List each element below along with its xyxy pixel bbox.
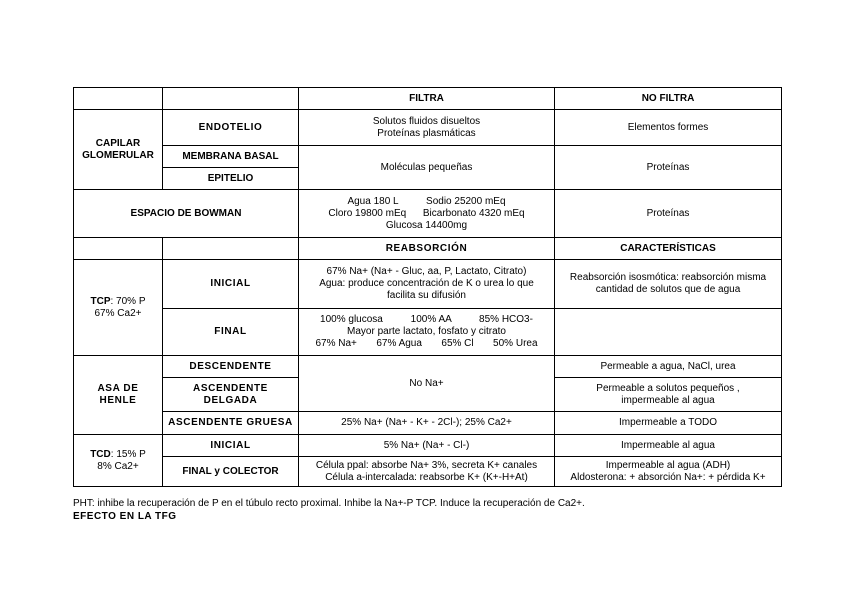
endotelio-filtra <box>299 110 555 146</box>
text-line: HENLE <box>99 395 137 406</box>
membrana-basal-label: MEMBRANA BASAL <box>163 146 299 168</box>
row-membrana-basal <box>74 146 782 168</box>
header-reabsorcion: REABSORCIÓN <box>299 238 555 260</box>
text-line: ASA DE <box>97 383 139 394</box>
ascendente-gruesa-caracteristicas: Impermeable a TODO <box>555 412 782 435</box>
renal-physiology-table <box>73 87 782 487</box>
tcd-final-caracteristicas <box>555 457 782 487</box>
capilar-glomerular-label: CAPILAR GLOMERULAR <box>74 110 163 190</box>
tcd-label-rest: : 15% P <box>110 448 146 460</box>
row-endotelio <box>74 110 782 146</box>
text-line: Reabsorción isosmótica: reabsorción misma <box>569 272 767 283</box>
tcd-inicial-reabsorcion: 5% Na+ (Na+ - Cl-) <box>299 435 555 457</box>
asa-henle-label <box>74 356 163 435</box>
ascendente-gruesa-reabsorcion: 25% Na+ (Na+ - K+ - 2Cl-); 25% Ca2+ <box>299 412 555 435</box>
header-filtra: FILTRA <box>299 88 555 110</box>
text-line: 67% Na+ (Na+ - Gluc, aa, P, Lactato, Citrato) <box>326 266 527 277</box>
endotelio-label: ENDOTELIO <box>163 110 299 146</box>
tcp-inicial-reabsorcion <box>299 260 555 309</box>
endotelio-no-filtra: Elementos formes <box>555 110 782 146</box>
tcp-inicial-caracteristicas <box>555 260 782 309</box>
blank-cell <box>163 238 299 260</box>
header-row-filtration <box>74 88 782 110</box>
tcp-final-reabsorcion <box>299 309 555 356</box>
row-tcd-inicial <box>74 435 782 457</box>
tcd-final-label: FINAL y COLECTOR <box>163 457 299 487</box>
tcd-label-bold: TCD <box>90 448 111 460</box>
descendente-label: DESCENDENTE <box>163 356 299 378</box>
tcp-final-label: FINAL <box>163 309 299 356</box>
tcp-final-caracteristicas <box>555 309 782 356</box>
blank-cell <box>74 238 163 260</box>
row-asa-descendente <box>74 356 782 378</box>
tcd-label <box>74 435 163 487</box>
tcp-label-rest: : 70% P <box>110 295 146 307</box>
blank-cell <box>74 88 163 110</box>
row-tcp-inicial <box>74 260 782 309</box>
tcp-label-line2: 67% Ca2+ <box>94 307 142 319</box>
text-line: ASCENDENTE <box>193 382 268 394</box>
header-no-filtra: NO FILTRA <box>555 88 782 110</box>
header-row-reabsorption <box>74 238 782 260</box>
ascendente-delgada-label <box>163 378 299 412</box>
bowman-label: ESPACIO DE BOWMAN <box>74 190 299 238</box>
text-line: Cloro 19800 mEq Bicarbonato 4320 mEq <box>328 207 525 219</box>
tcd-inicial-caracteristicas: Impermeable al agua <box>555 435 782 457</box>
bowman-filtra <box>299 190 555 238</box>
row-tcp-final <box>74 309 782 356</box>
ascendente-delgada-caracteristicas <box>555 378 782 412</box>
efecto-tfg-heading: EFECTO EN LA TFG <box>73 511 177 522</box>
text-line: Proteínas plasmáticas <box>377 127 476 139</box>
text-line: Mayor parte lactato, fosfato y citrato <box>347 326 506 337</box>
row-tcd-final <box>74 457 782 487</box>
epitelio-label: EPITELIO <box>163 168 299 190</box>
bowman-no-filtra: Proteínas <box>555 190 782 238</box>
text-line: 100% glucosa 100% AA 85% HCO3- <box>320 314 533 325</box>
header-caracteristicas: CARACTERÍSTICAS <box>555 238 782 260</box>
tcd-inicial-label: INICIAL <box>163 435 299 457</box>
text-line: Impermeable al agua (ADH) <box>605 459 731 471</box>
text-line: DELGADA <box>203 394 258 406</box>
text-line: Glucosa 14400mg <box>385 219 468 231</box>
text-line: 67% Na+ 67% Agua 65% Cl 50% Urea <box>315 338 538 349</box>
tcp-inicial-label: INICIAL <box>163 260 299 309</box>
tcp-label <box>74 260 163 356</box>
text-line: Célula a-intercalada: reabsorbe K+ (K+-H+At) <box>325 471 528 483</box>
text-line: facilita su difusión <box>387 290 466 301</box>
membrana-epitelio-filtra: Moléculas pequeñas <box>299 146 555 190</box>
text-line: Célula ppal: absorbe Na+ 3%, secreta K+ canales <box>315 459 538 471</box>
tcp-label-bold: TCP <box>90 295 111 307</box>
row-asa-ascendente-gruesa <box>74 412 782 435</box>
text-line: Aldosterona: + absorción Na+: + pérdida K+ <box>570 471 766 483</box>
text-line: Permeable a solutos pequeños , <box>596 382 740 394</box>
text-line: cantidad de solutos que de agua <box>595 284 741 295</box>
membrana-epitelio-no-filtra: Proteínas <box>555 146 782 190</box>
text-line: impermeable al agua <box>621 394 715 406</box>
desc-asc-reabsorcion: No Na+ <box>299 356 555 412</box>
blank-cell <box>163 88 299 110</box>
tcd-final-reabsorcion <box>299 457 555 487</box>
row-bowman <box>74 190 782 238</box>
ascendente-gruesa-label: ASCENDENTE GRUESA <box>163 412 299 435</box>
text-line: Solutos fluidos disueltos <box>372 115 481 127</box>
tcd-label-line2: 8% Ca2+ <box>97 460 139 472</box>
footnote-pht: PHT: inhibe la recuperación de P en el túbulo recto proximal. Inhibe la Na+-P TCP. Induce la recuperación de Ca2+. <box>73 498 585 509</box>
descendente-caracteristicas: Permeable a agua, NaCl, urea <box>555 356 782 378</box>
text-line: Agua: produce concentración de K o urea lo que <box>319 278 534 289</box>
text-line: Agua 180 L Sodio 25200 mEq <box>347 195 506 207</box>
